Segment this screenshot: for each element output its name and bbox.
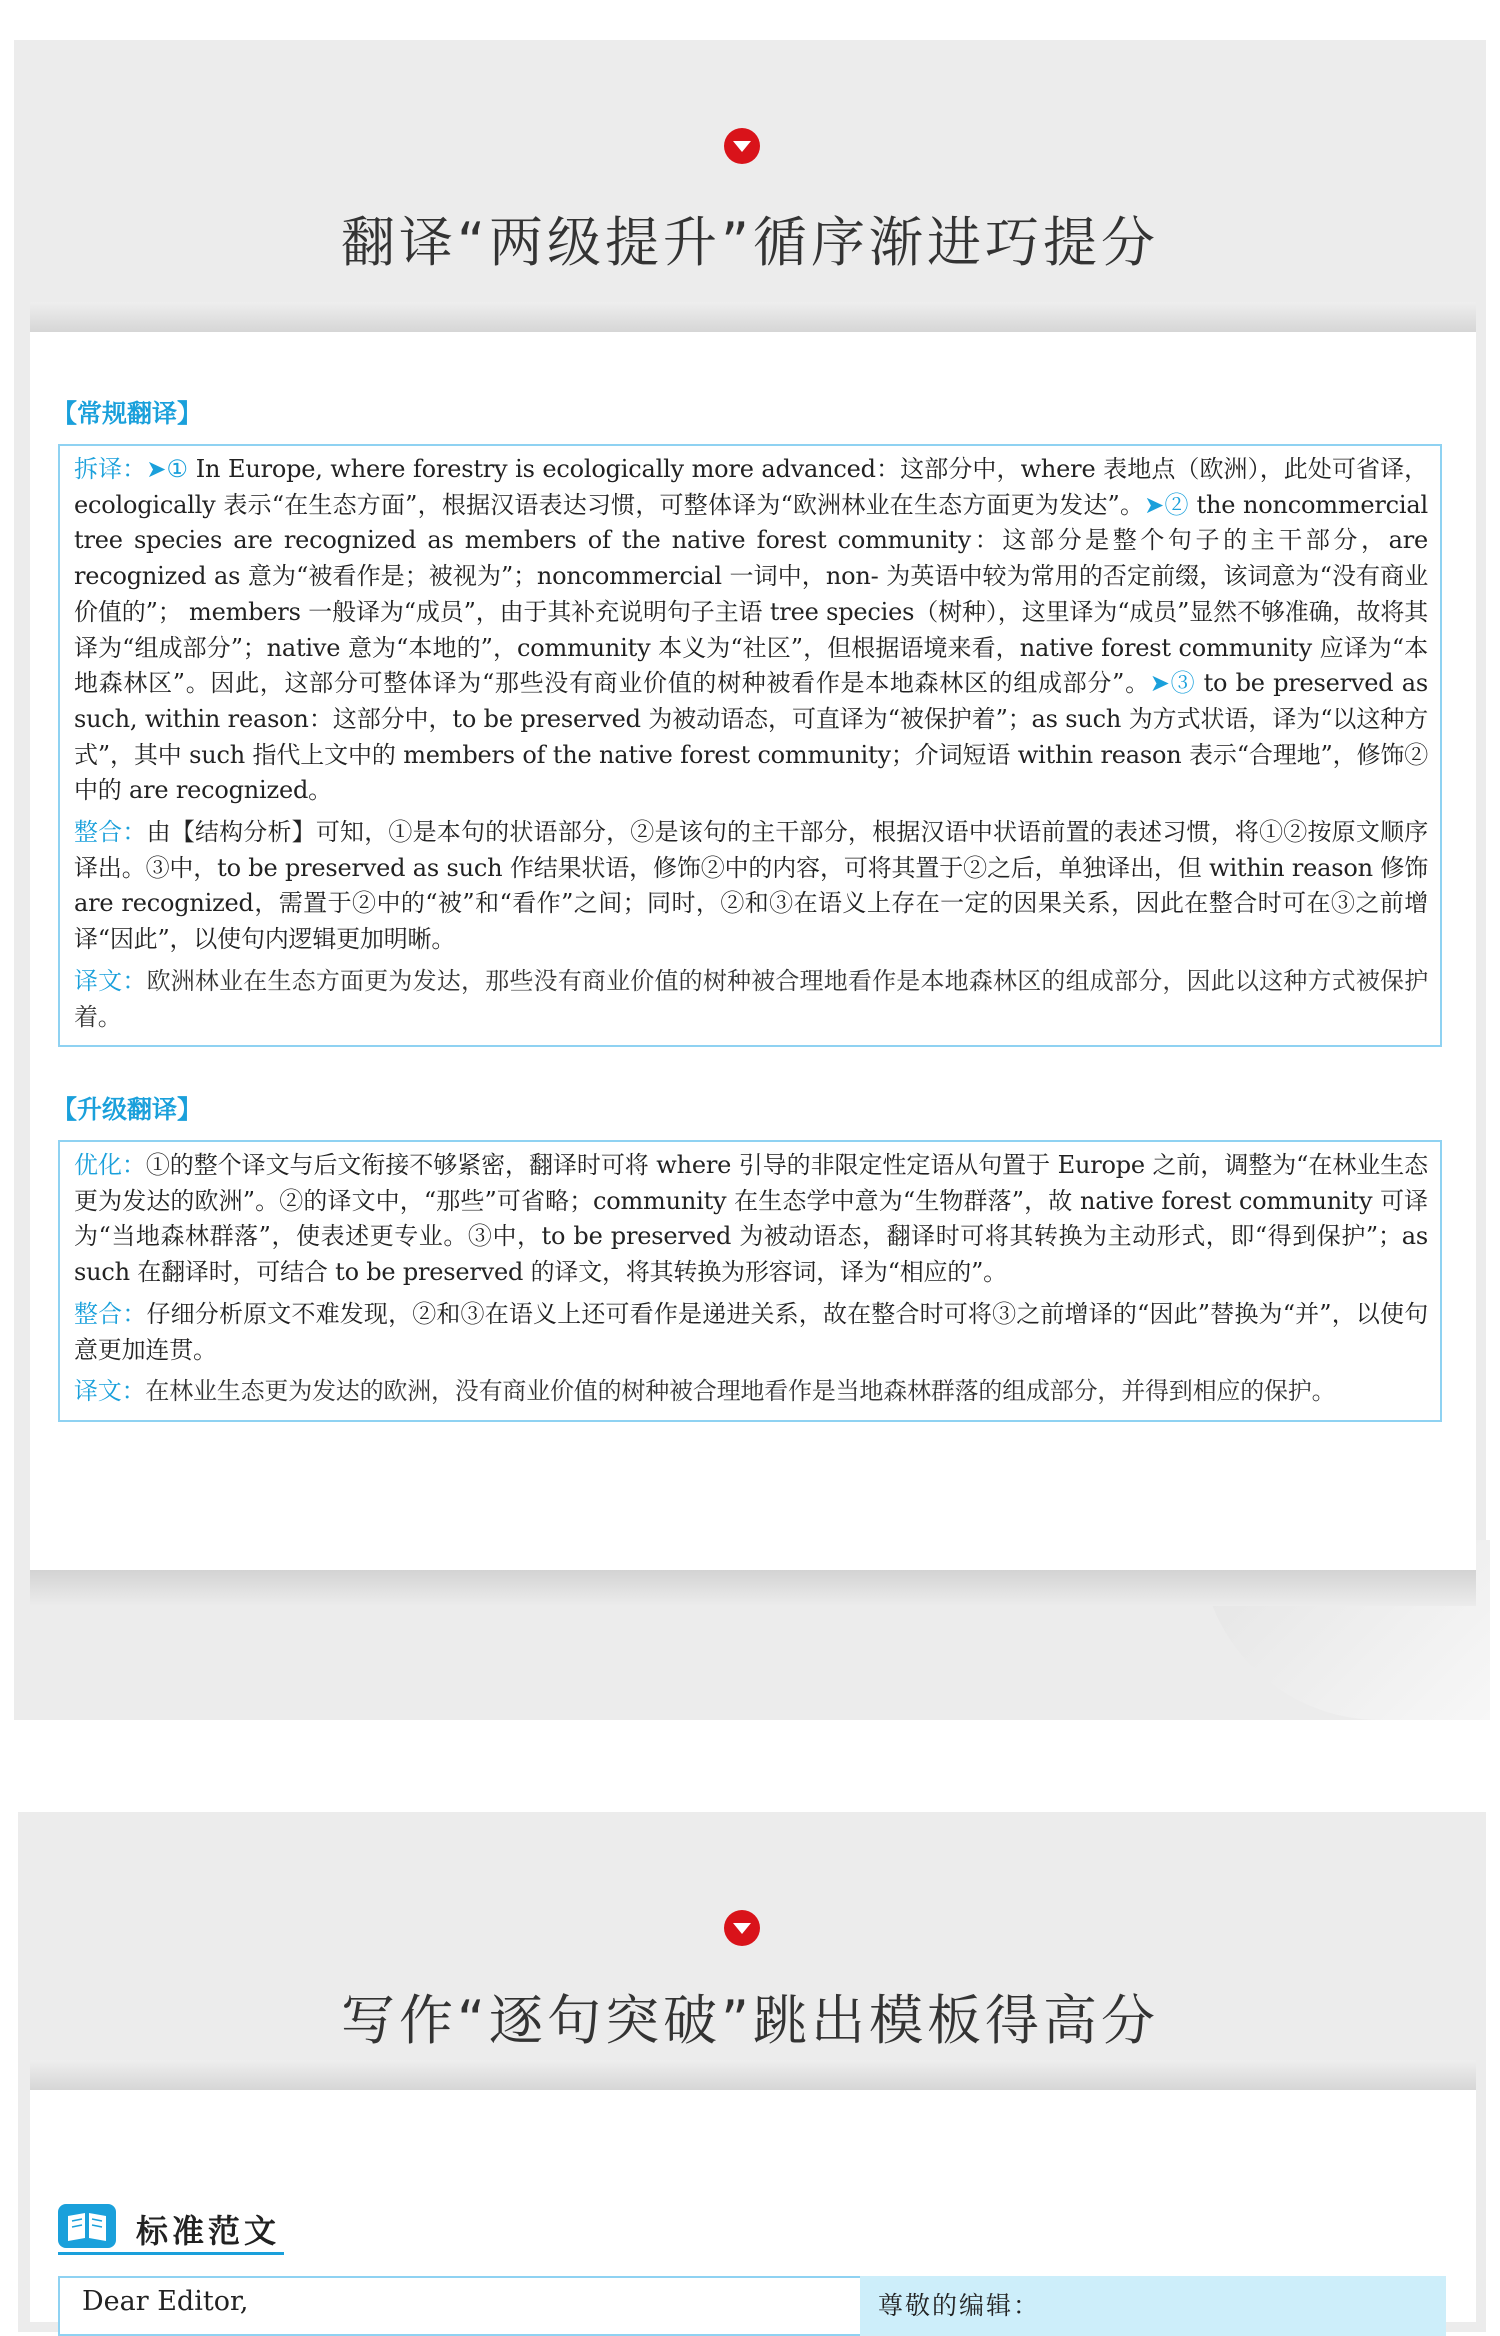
book-icon [58, 2204, 116, 2248]
translation-paragraph [74, 452, 1428, 809]
paragraph-text: 在林业生态更为发达的欧洲，没有商业价值的树种被合理地看作是当地森林群落的组成部分，并得到相应的保护。 [145, 1377, 1336, 1406]
chevron-down-icon [722, 126, 762, 166]
arrow-icon: ➤ [1149, 669, 1170, 698]
translation-box [58, 1140, 1442, 1422]
card-top-shadow [30, 302, 1476, 332]
paragraph-label: 拆译： [74, 455, 147, 483]
block-heading: 【升级翻译】 [52, 1095, 203, 1124]
paragraph-text: 仔细分析原文不难发现，②和③在语义上还可看作是递进关系，故在整合时可将③之前增译的“因此”替换为“并”，以使句意更加连贯。 [74, 1299, 1428, 1364]
clause-number: ① [166, 455, 189, 483]
paragraph-label: 译文： [74, 1377, 146, 1406]
letter-salutation-zh: 尊敬的编辑： [878, 2291, 1041, 2320]
translation-box [58, 444, 1442, 1047]
card-bottom-shadow [30, 1570, 1476, 1606]
paragraph-text: the noncommercial tree species are recognized as members of the native forest community：这部分是整个句子的主干部分，are recognized as 意为“被看作是；被视为”；noncommercial 一词中，non- 为英语中较为常用的否定前缀，该词意为“没有商业价值的”； members 一般译为“成员”，由于其补充说明句子主语 tree species（树种），这里译为“成员”显然不够准确，故将其译为“组成部分”；native 意为“本地的”，community 本义为“社区”，但根据语境来看，native forest community 应译为“本地森林区”。因此，这部分可整体译为“那些没有商业价值的树种被看作是本地森林区的组成部分”。 [74, 490, 1428, 698]
letter-salutation-en: Dear Editor, [82, 2286, 249, 2317]
section-title: 翻译“两级提升”循序渐进巧提分 [341, 211, 1159, 274]
translation-paragraph [74, 815, 1428, 958]
paragraph-text: 欧洲林业在生态方面更为发达，那些没有商业价值的树种被合理地看作是本地森林区的组成部分，因此以这种方式被保护着。 [74, 966, 1428, 1031]
section-title: 写作“逐句突破”跳出模板得高分 [341, 1989, 1159, 2052]
paragraph-label: 优化： [74, 1151, 146, 1179]
paragraph-label: 整合： [74, 818, 147, 847]
paragraph-label: 译文： [74, 966, 147, 995]
title-underline [58, 2252, 284, 2255]
paragraph-text: to be preserved as such, within reason：这部分中，to be preserved 为被动语态，可直译为“被保护着”；as such 为方式状语，译为“以这种方式”，其中 such 指代上文中的 members of the native forest community；介词短语 within reason 表示“合理地”，修饰②中的 are recognized。 [74, 669, 1428, 805]
translation-paragraph [74, 964, 1428, 1035]
translation-paragraph [74, 1148, 1428, 1291]
clause-number: ③ [1169, 669, 1196, 698]
template-title: 标准范文 [136, 2212, 281, 2250]
paragraph-text: In Europe, where forestry is ecologically more advanced：这部分中，where 表地点（欧洲），此处可省译，ecologically 表示“在生态方面”，根据汉语表达习惯，可整体译为“欧洲林业在生态方面更为发达”。 [74, 455, 1428, 519]
translation-paragraph [74, 1297, 1428, 1368]
block-heading: 【常规翻译】 [52, 399, 203, 428]
arrow-icon: ➤ [146, 455, 167, 483]
clause-number: ② [1164, 490, 1189, 519]
arrow-icon: ➤ [1144, 490, 1165, 519]
translation-paragraph [74, 1374, 1428, 1410]
chevron-down-icon [722, 1908, 762, 1948]
paragraph-text: ①的整个译文与后文衔接不够紧密，翻译时可将 where 引导的非限定性定语从句置于 Europe 之前，调整为“在林业生态更为发达的欧洲”。②的译文中，“那些”可省略；community 在生态学中意为“生物群落”，故 native forest community 可译为“当地森林群落”，使表述更专业。③中，to be preserved 为被动语态，翻译时可将其转换为主动形式，即“得到保护”；as such 在翻译时，可结合 to be preserved 的译文，将其转换为形容词，译为“相应的”。 [74, 1151, 1429, 1287]
paragraph-label: 整合： [74, 1299, 147, 1328]
card-top-shadow [30, 2060, 1476, 2090]
paragraph-text: 由【结构分析】可知，①是本句的状语部分，②是该句的主干部分，根据汉语中状语前置的表述习惯，将①②按原文顺序译出。③中，to be preserved as such 作结果状语，修饰②中的内容，可将其置于②之后，单独译出，但 within reason 修饰 are recognized，需置于②中的“被”和“看作”之间；同时，②和③在语义上存在一定的因果关系，因此在整合时可在③之前增译“因此”，以使句内逻辑更加明晰。 [74, 818, 1428, 954]
